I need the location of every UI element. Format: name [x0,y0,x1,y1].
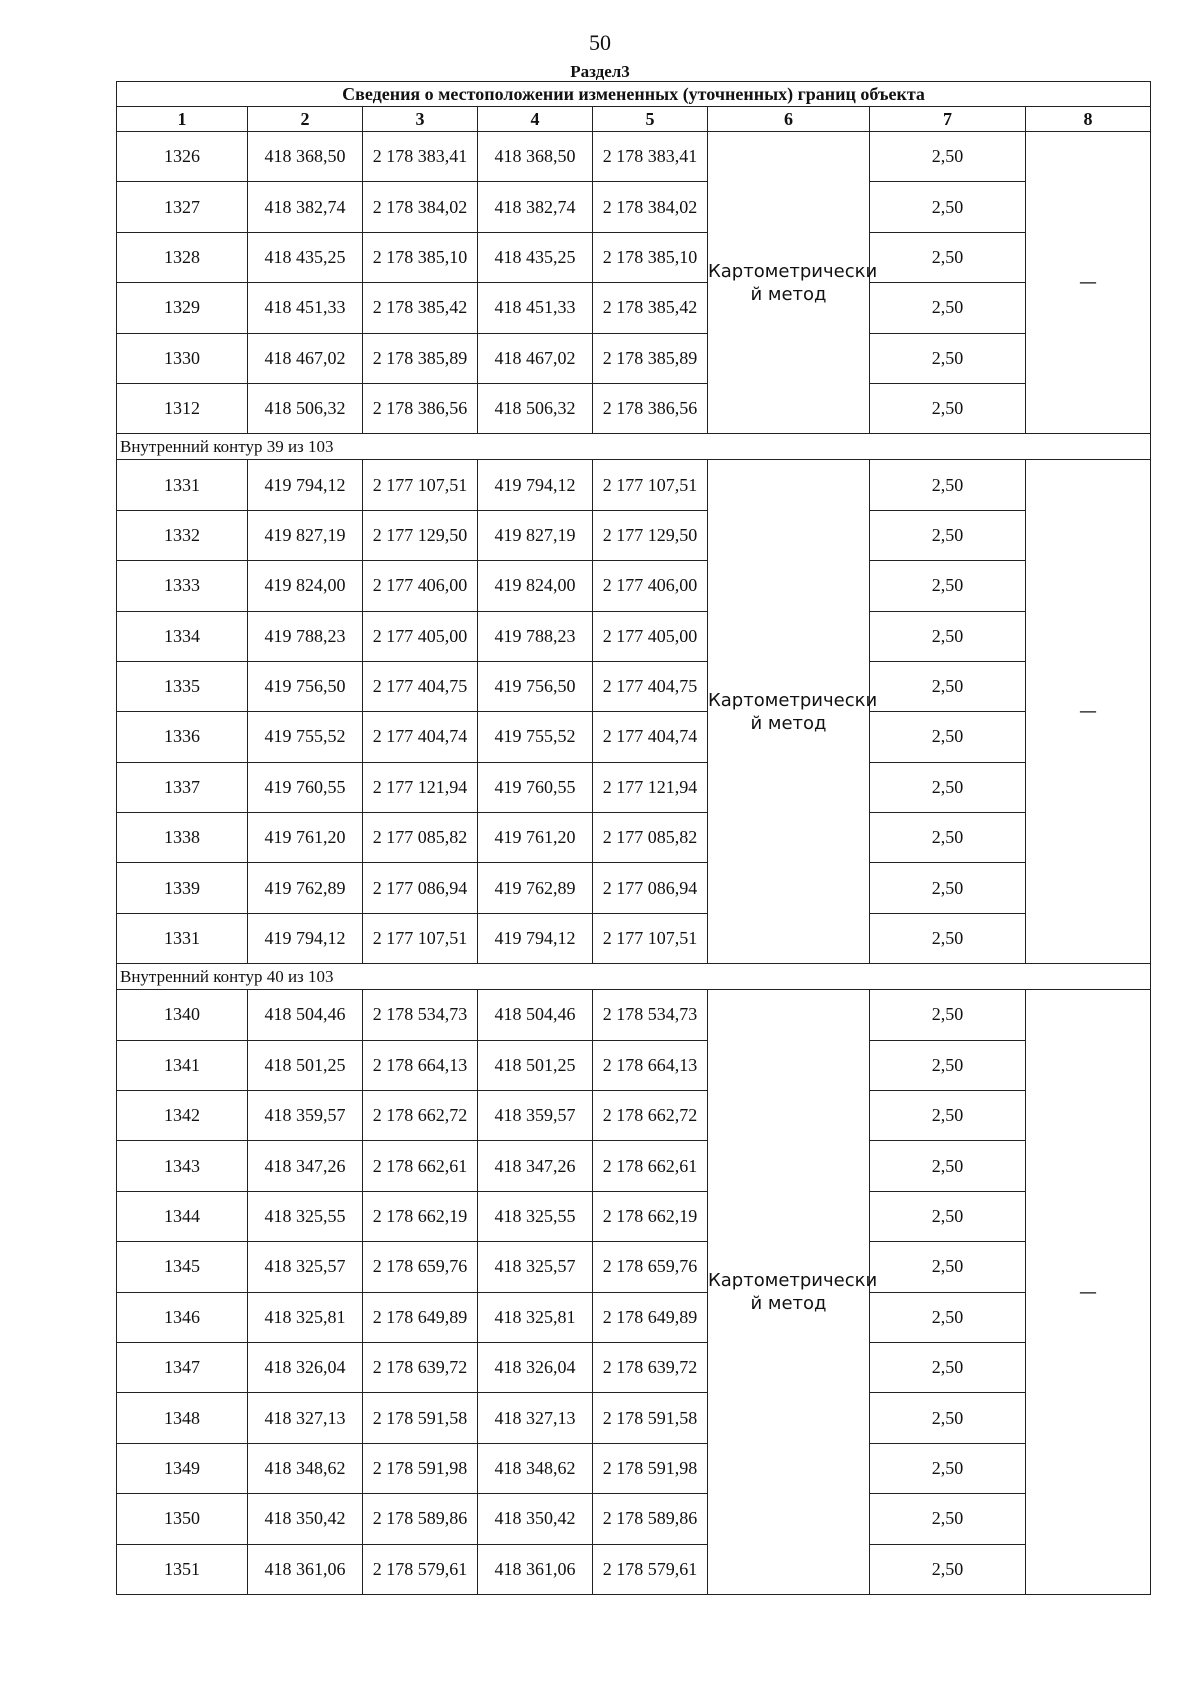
y-existing-cell: 2 177 107,51 [363,460,478,510]
x-existing-cell: 419 762,89 [248,863,363,913]
x-refined-cell: 419 788,23 [478,611,593,661]
x-refined-cell: 419 794,12 [478,913,593,963]
y-refined-cell: 2 178 659,76 [593,1242,708,1292]
accuracy-cell: 2,50 [870,1141,1026,1191]
y-refined-cell: 2 177 129,50 [593,510,708,560]
y-refined-cell: 2 177 406,00 [593,561,708,611]
point-number-cell: 1340 [117,990,248,1040]
table-row [117,283,1151,333]
y-refined-cell: 2 177 107,51 [593,460,708,510]
x-refined-cell: 418 325,57 [478,1242,593,1292]
accuracy-cell: 2,50 [870,1443,1026,1493]
method-cell: Картометрически й метод [708,132,870,434]
accuracy-cell: 2,50 [870,283,1026,333]
x-existing-cell: 418 325,55 [248,1191,363,1241]
table-row [117,1494,1151,1544]
accuracy-cell: 2,50 [870,1091,1026,1141]
x-existing-cell: 419 794,12 [248,460,363,510]
x-refined-cell: 418 347,26 [478,1141,593,1191]
y-existing-cell: 2 178 591,98 [363,1443,478,1493]
point-number-cell: 1349 [117,1443,248,1493]
y-refined-cell: 2 178 386,56 [593,383,708,433]
table-row [117,383,1151,433]
y-refined-cell: 2 177 404,74 [593,712,708,762]
table-row [117,1091,1151,1141]
point-number-cell: 1331 [117,913,248,963]
y-existing-cell: 2 178 384,02 [363,182,478,232]
y-refined-cell: 2 178 591,98 [593,1443,708,1493]
point-number-cell: 1330 [117,333,248,383]
y-refined-cell: 2 178 579,61 [593,1544,708,1594]
point-number-cell: 1339 [117,863,248,913]
x-existing-cell: 418 368,50 [248,132,363,182]
x-refined-cell: 418 506,32 [478,383,593,433]
column-number: 8 [1026,107,1151,132]
y-refined-cell: 2 178 383,41 [593,132,708,182]
table-row [117,1342,1151,1392]
y-refined-cell: 2 178 384,02 [593,182,708,232]
y-existing-cell: 2 177 107,51 [363,913,478,963]
y-refined-cell: 2 178 589,86 [593,1494,708,1544]
table-row [117,333,1151,383]
x-refined-cell: 418 382,74 [478,182,593,232]
accuracy-cell: 2,50 [870,333,1026,383]
table-row [117,460,1151,510]
contour-label: Внутренний контур 39 из 103 [117,434,1151,460]
point-number-cell: 1351 [117,1544,248,1594]
boundary-coordinates-table [116,81,1151,1595]
table-row [117,863,1151,913]
y-existing-cell: 2 178 664,13 [363,1040,478,1090]
point-number-cell: 1346 [117,1292,248,1342]
method-cell: Картометрически й метод [708,460,870,964]
accuracy-cell: 2,50 [870,1544,1026,1594]
x-refined-cell: 418 467,02 [478,333,593,383]
y-existing-cell: 2 178 659,76 [363,1242,478,1292]
y-existing-cell: 2 178 386,56 [363,383,478,433]
column-number: 5 [593,107,708,132]
point-number-cell: 1341 [117,1040,248,1090]
point-number-cell: 1344 [117,1191,248,1241]
y-existing-cell: 2 178 385,89 [363,333,478,383]
point-number-cell: 1343 [117,1141,248,1191]
table-row [117,913,1151,963]
x-refined-cell: 418 327,13 [478,1393,593,1443]
x-refined-cell: 418 361,06 [478,1544,593,1594]
table-row [117,1393,1151,1443]
column-number: 6 [708,107,870,132]
x-existing-cell: 418 359,57 [248,1091,363,1141]
accuracy-cell: 2,50 [870,863,1026,913]
accuracy-cell: 2,50 [870,762,1026,812]
x-refined-cell: 418 501,25 [478,1040,593,1090]
x-refined-cell: 418 325,81 [478,1292,593,1342]
y-refined-cell: 2 178 649,89 [593,1292,708,1342]
x-refined-cell: 418 350,42 [478,1494,593,1544]
column-number: 3 [363,107,478,132]
table-row [117,1191,1151,1241]
accuracy-cell: 2,50 [870,1040,1026,1090]
x-existing-cell: 418 467,02 [248,333,363,383]
y-refined-cell: 2 177 086,94 [593,863,708,913]
y-existing-cell: 2 177 085,82 [363,813,478,863]
table-row [117,1443,1151,1493]
point-number-cell: 1348 [117,1393,248,1443]
table-row [117,1292,1151,1342]
accuracy-cell: 2,50 [870,913,1026,963]
x-existing-cell: 419 824,00 [248,561,363,611]
point-number-cell: 1326 [117,132,248,182]
y-existing-cell: 2 178 662,61 [363,1141,478,1191]
point-number-cell: 1333 [117,561,248,611]
y-existing-cell: 2 178 383,41 [363,132,478,182]
accuracy-cell: 2,50 [870,661,1026,711]
y-refined-cell: 2 178 662,61 [593,1141,708,1191]
x-existing-cell: 419 755,52 [248,712,363,762]
column-number: 2 [248,107,363,132]
table-row [117,1141,1151,1191]
point-number-cell: 1329 [117,283,248,333]
y-existing-cell: 2 177 121,94 [363,762,478,812]
table-row [117,182,1151,232]
x-existing-cell: 418 348,62 [248,1443,363,1493]
x-existing-cell: 419 827,19 [248,510,363,560]
y-existing-cell: 2 178 534,73 [363,990,478,1040]
x-refined-cell: 419 760,55 [478,762,593,812]
x-refined-cell: 419 761,20 [478,813,593,863]
y-existing-cell: 2 178 385,10 [363,232,478,282]
x-existing-cell: 418 326,04 [248,1342,363,1392]
y-existing-cell: 2 177 405,00 [363,611,478,661]
point-number-cell: 1347 [117,1342,248,1392]
x-refined-cell: 418 359,57 [478,1091,593,1141]
column-number-row [117,107,1151,132]
accuracy-cell: 2,50 [870,1393,1026,1443]
y-existing-cell: 2 177 406,00 [363,561,478,611]
accuracy-cell: 2,50 [870,712,1026,762]
y-refined-cell: 2 177 085,82 [593,813,708,863]
contour-heading-row [117,964,1151,990]
point-number-cell: 1336 [117,712,248,762]
method-cell: Картометрически й метод [708,990,870,1595]
y-refined-cell: 2 178 662,72 [593,1091,708,1141]
y-existing-cell: 2 177 129,50 [363,510,478,560]
accuracy-cell: 2,50 [870,132,1026,182]
y-refined-cell: 2 178 385,42 [593,283,708,333]
contour-label: Внутренний контур 40 из 103 [117,964,1151,990]
x-existing-cell: 418 350,42 [248,1494,363,1544]
y-existing-cell: 2 177 086,94 [363,863,478,913]
x-existing-cell: 419 788,23 [248,611,363,661]
x-existing-cell: 418 361,06 [248,1544,363,1594]
accuracy-cell: 2,50 [870,182,1026,232]
table-body [117,132,1151,1595]
point-number-cell: 1337 [117,762,248,812]
y-refined-cell: 2 177 405,00 [593,611,708,661]
x-existing-cell: 418 501,25 [248,1040,363,1090]
accuracy-cell: 2,50 [870,561,1026,611]
accuracy-cell: 2,50 [870,1494,1026,1544]
x-existing-cell: 418 325,81 [248,1292,363,1342]
accuracy-cell: 2,50 [870,813,1026,863]
x-existing-cell: 418 347,26 [248,1141,363,1191]
section-title: Раздел3 [570,62,630,81]
x-refined-cell: 418 326,04 [478,1342,593,1392]
x-refined-cell: 419 755,52 [478,712,593,762]
x-existing-cell: 418 506,32 [248,383,363,433]
x-refined-cell: 418 451,33 [478,283,593,333]
y-refined-cell: 2 178 385,10 [593,232,708,282]
y-refined-cell: 2 177 121,94 [593,762,708,812]
accuracy-cell: 2,50 [870,611,1026,661]
point-number-cell: 1334 [117,611,248,661]
y-refined-cell: 2 177 404,75 [593,661,708,711]
y-refined-cell: 2 178 591,58 [593,1393,708,1443]
y-existing-cell: 2 177 404,75 [363,661,478,711]
page-number: 50 [589,30,611,55]
point-number-cell: 1312 [117,383,248,433]
x-refined-cell: 419 762,89 [478,863,593,913]
y-existing-cell: 2 178 579,61 [363,1544,478,1594]
x-existing-cell: 419 760,55 [248,762,363,812]
table-row [117,1544,1151,1594]
x-refined-cell: 418 435,25 [478,232,593,282]
x-refined-cell: 418 368,50 [478,132,593,182]
table-row [117,990,1151,1040]
point-number-cell: 1327 [117,182,248,232]
y-refined-cell: 2 178 639,72 [593,1342,708,1392]
column-number: 7 [870,107,1026,132]
y-existing-cell: 2 178 591,58 [363,1393,478,1443]
table-row [117,762,1151,812]
x-existing-cell: 418 327,13 [248,1393,363,1443]
accuracy-cell: 2,50 [870,1342,1026,1392]
point-number-cell: 1331 [117,460,248,510]
x-existing-cell: 418 382,74 [248,182,363,232]
accuracy-cell: 2,50 [870,990,1026,1040]
table-row [117,510,1151,560]
contour-heading-row [117,434,1151,460]
x-existing-cell: 418 504,46 [248,990,363,1040]
y-existing-cell: 2 178 662,72 [363,1091,478,1141]
point-number-cell: 1338 [117,813,248,863]
point-number-cell: 1342 [117,1091,248,1141]
table-row [117,1040,1151,1090]
accuracy-cell: 2,50 [870,232,1026,282]
y-refined-cell: 2 178 662,19 [593,1191,708,1241]
y-existing-cell: 2 177 404,74 [363,712,478,762]
y-refined-cell: 2 177 107,51 [593,913,708,963]
note-cell: — [1026,132,1151,434]
table-row [117,712,1151,762]
table-row [117,561,1151,611]
y-existing-cell: 2 178 662,19 [363,1191,478,1241]
y-refined-cell: 2 178 385,89 [593,333,708,383]
y-existing-cell: 2 178 589,86 [363,1494,478,1544]
column-number: 1 [117,107,248,132]
x-existing-cell: 418 451,33 [248,283,363,333]
point-number-cell: 1345 [117,1242,248,1292]
column-number: 4 [478,107,593,132]
y-existing-cell: 2 178 385,42 [363,283,478,333]
x-refined-cell: 419 794,12 [478,460,593,510]
accuracy-cell: 2,50 [870,1242,1026,1292]
x-refined-cell: 418 504,46 [478,990,593,1040]
table-row [117,232,1151,282]
note-cell: — [1026,460,1151,964]
point-number-cell: 1332 [117,510,248,560]
x-refined-cell: 419 824,00 [478,561,593,611]
y-refined-cell: 2 178 664,13 [593,1040,708,1090]
table-caption: Сведения о местоположении измененных (уточненных) границ объекта [117,82,1151,107]
y-refined-cell: 2 178 534,73 [593,990,708,1040]
point-number-cell: 1335 [117,661,248,711]
x-refined-cell: 419 756,50 [478,661,593,711]
table-row [117,1242,1151,1292]
x-refined-cell: 418 348,62 [478,1443,593,1493]
x-refined-cell: 418 325,55 [478,1191,593,1241]
y-existing-cell: 2 178 649,89 [363,1292,478,1342]
accuracy-cell: 2,50 [870,1292,1026,1342]
y-existing-cell: 2 178 639,72 [363,1342,478,1392]
x-existing-cell: 418 325,57 [248,1242,363,1292]
x-existing-cell: 419 756,50 [248,661,363,711]
table-row [117,611,1151,661]
accuracy-cell: 2,50 [870,1191,1026,1241]
note-cell: — [1026,990,1151,1595]
accuracy-cell: 2,50 [870,460,1026,510]
x-existing-cell: 419 761,20 [248,813,363,863]
table-row [117,132,1151,182]
point-number-cell: 1350 [117,1494,248,1544]
point-number-cell: 1328 [117,232,248,282]
table-row [117,661,1151,711]
accuracy-cell: 2,50 [870,383,1026,433]
accuracy-cell: 2,50 [870,510,1026,560]
x-existing-cell: 419 794,12 [248,913,363,963]
x-refined-cell: 419 827,19 [478,510,593,560]
table-row [117,813,1151,863]
x-existing-cell: 418 435,25 [248,232,363,282]
